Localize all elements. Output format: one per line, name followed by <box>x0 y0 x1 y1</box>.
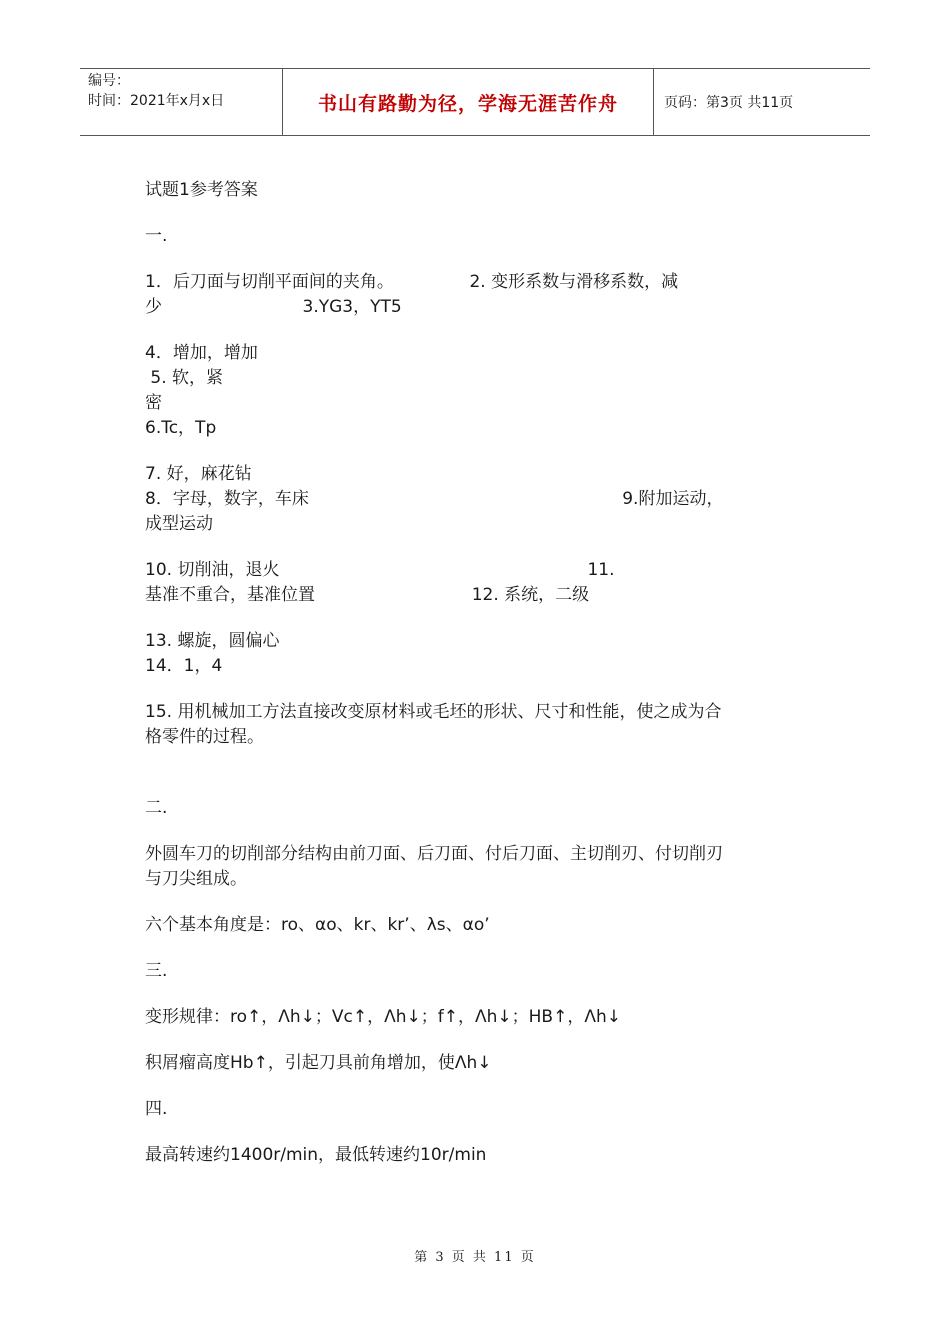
paragraph: 变形规律：ro↑，Λh↓；Vc↑，Λh↓；f↑，Λh↓；HB↑，Λh↓ <box>145 1007 621 1027</box>
header-page-number: 页码：第3页 共11页 <box>664 95 794 111</box>
answer-line: 4．增加，增加 <box>145 343 258 363</box>
document-body <box>145 178 815 1168</box>
answer-line: 1．后刀面与切削平面间的夹角。 2. 变形系数与滑移系数，减 <box>145 272 679 292</box>
answer-line: 7. 好，麻花钻 <box>145 464 252 484</box>
section-heading-1: 一. <box>145 226 168 246</box>
answer-line: 密 <box>145 393 162 413</box>
paragraph: 外圆车刀的切削部分结构由前刀面、后刀面、付后刀面、主切削刃、付切削刃 <box>145 844 723 864</box>
page-header <box>80 68 870 136</box>
answer-line: 10. 切削油，退火 11. <box>145 560 615 580</box>
paragraph: 最高转速约1400r/min，最低转速约10r/min <box>145 1145 487 1165</box>
header-slogan: 书山有路勤为径，学海无涯苦作舟 <box>282 69 654 135</box>
answer-line: 成型运动 <box>145 514 213 534</box>
answer-title: 试题1参考答案 <box>145 180 258 200</box>
answer-line: 13. 螺旋，圆偏心 <box>145 631 280 651</box>
paragraph: 六个基本角度是：ro、αo、kr、kr’、λs、αo’ <box>145 915 490 935</box>
answer-line: 8．字母，数字，车床 9.附加运动， <box>145 489 724 509</box>
answer-line: 15. 用机械加工方法直接改变原材料或毛坯的形状、尺寸和性能，使之成为合 <box>145 702 722 722</box>
answer-line: 少 3.YG3，YT5 <box>145 297 402 317</box>
answer-line: 5. 软，紧 <box>145 368 224 388</box>
section-heading-2: 二. <box>145 798 168 818</box>
section-heading-3: 三. <box>145 961 168 981</box>
answer-line: 基准不重合，基准位置 12. 系统，二级 <box>145 585 590 605</box>
document-time-label: 时间：2021年x月x日 <box>88 93 225 109</box>
paragraph: 与刀尖组成。 <box>145 869 247 889</box>
section-heading-4: 四. <box>145 1099 168 1119</box>
document-number-label: 编号： <box>88 73 130 89</box>
answer-line: 格零件的过程。 <box>145 727 264 747</box>
page-footer: 第 3 页 共 11 页 <box>414 1250 536 1265</box>
paragraph: 积屑瘤高度Hb↑，引起刀具前角增加，使Λh↓ <box>145 1053 492 1073</box>
answer-line: 6.Tc，Tp <box>145 418 217 438</box>
answer-line: 14．1，4 <box>145 656 223 676</box>
header-meta <box>80 69 282 135</box>
